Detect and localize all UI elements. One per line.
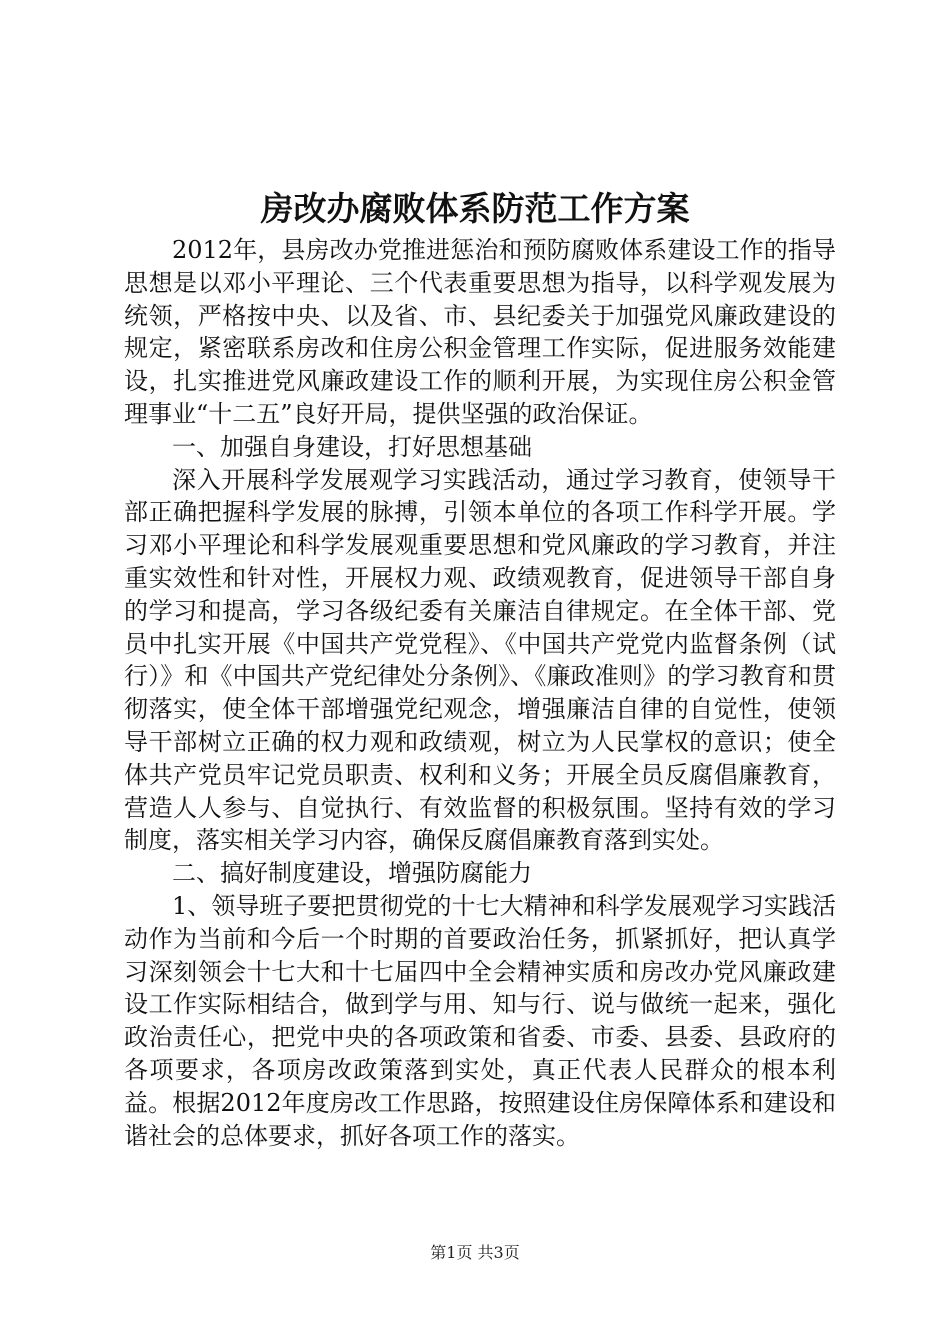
paragraph-section-1: 深入开展科学发展观学习实践活动，通过学习教育，使领导干部正确把握科学发展的脉搏，引领本单位的各项工作科学开展。学习邓小平理论和科学发展观重要思想和党风廉政的学习教育，并注重实效性和针对性，开展权力观、政绩观教育，促进领导干部自身的学习和提高，学习各级纪委有关廉洁自律规定。在全体干部、党员中扎实开展《中国共产党党程》、《中国共产党党内监督条例（试行）》和《中国共产党纪律处分条例》、《廉政准则》的学习教育和贯彻落实，使全体干部增强党纪观念，增强廉洁自律的自觉性，使领导干部树立正确的权力观和政绩观，树立为人民掌权的意识；使全体共产党员牢记党员职责、权利和义务；开展全员反腐倡廉教育，营造人人参与、自觉执行、有效监督的积极氛围。坚持有效的学习制度，落实相关学习内容，确保反腐倡廉教育落到实处。 (124, 465, 836, 855)
paragraph-section-2-item-1: 1、领导班子要把贯彻党的十七大精神和科学发展观学习实践活动作为当前和今后一个时期的首要政治任务，抓紧抓好，把认真学习深刻领会十七大和十七届四中全会精神实质和房改办党风廉政建设工作实际相结合，做到学与用、知与行、说与做统一起来，强化政治责任心，把党中央的各项政策和省委、市委、县委、县政府的各项要求，各项房改政策落到实处，真正代表人民群众的根本利益。根据2012年度房改工作思路，按照建设住房保障体系和建设和谐社会的总体要求，抓好各项工作的落实。 (124, 891, 836, 1150)
document-body (124, 234, 836, 1152)
document-title: 房改办腐败体系防范工作方案 (260, 189, 690, 228)
section-heading-2: 二、搞好制度建设，增强防腐能力 (172, 859, 532, 888)
paragraph-intro: 2012年，县房改办党推进惩治和预防腐败体系建设工作的指导思想是以邓小平理论、三个代表重要思想为指导，以科学观发展为统领，严格按中央、以及省、市、县纪委关于加强党风廉政建设的规定，紧密联系房改和住房公积金管理工作实际，促进服务效能建设，扎实推进党风廉政建设工作的顺利开展，为实现住房公积金管理事业“十二五”良好开局，提供坚强的政治保证。 (124, 236, 836, 428)
page-footer: 第1页 共3页 (430, 1243, 520, 1262)
section-heading-1: 一、加强自身建设，打好思想基础 (172, 432, 532, 461)
